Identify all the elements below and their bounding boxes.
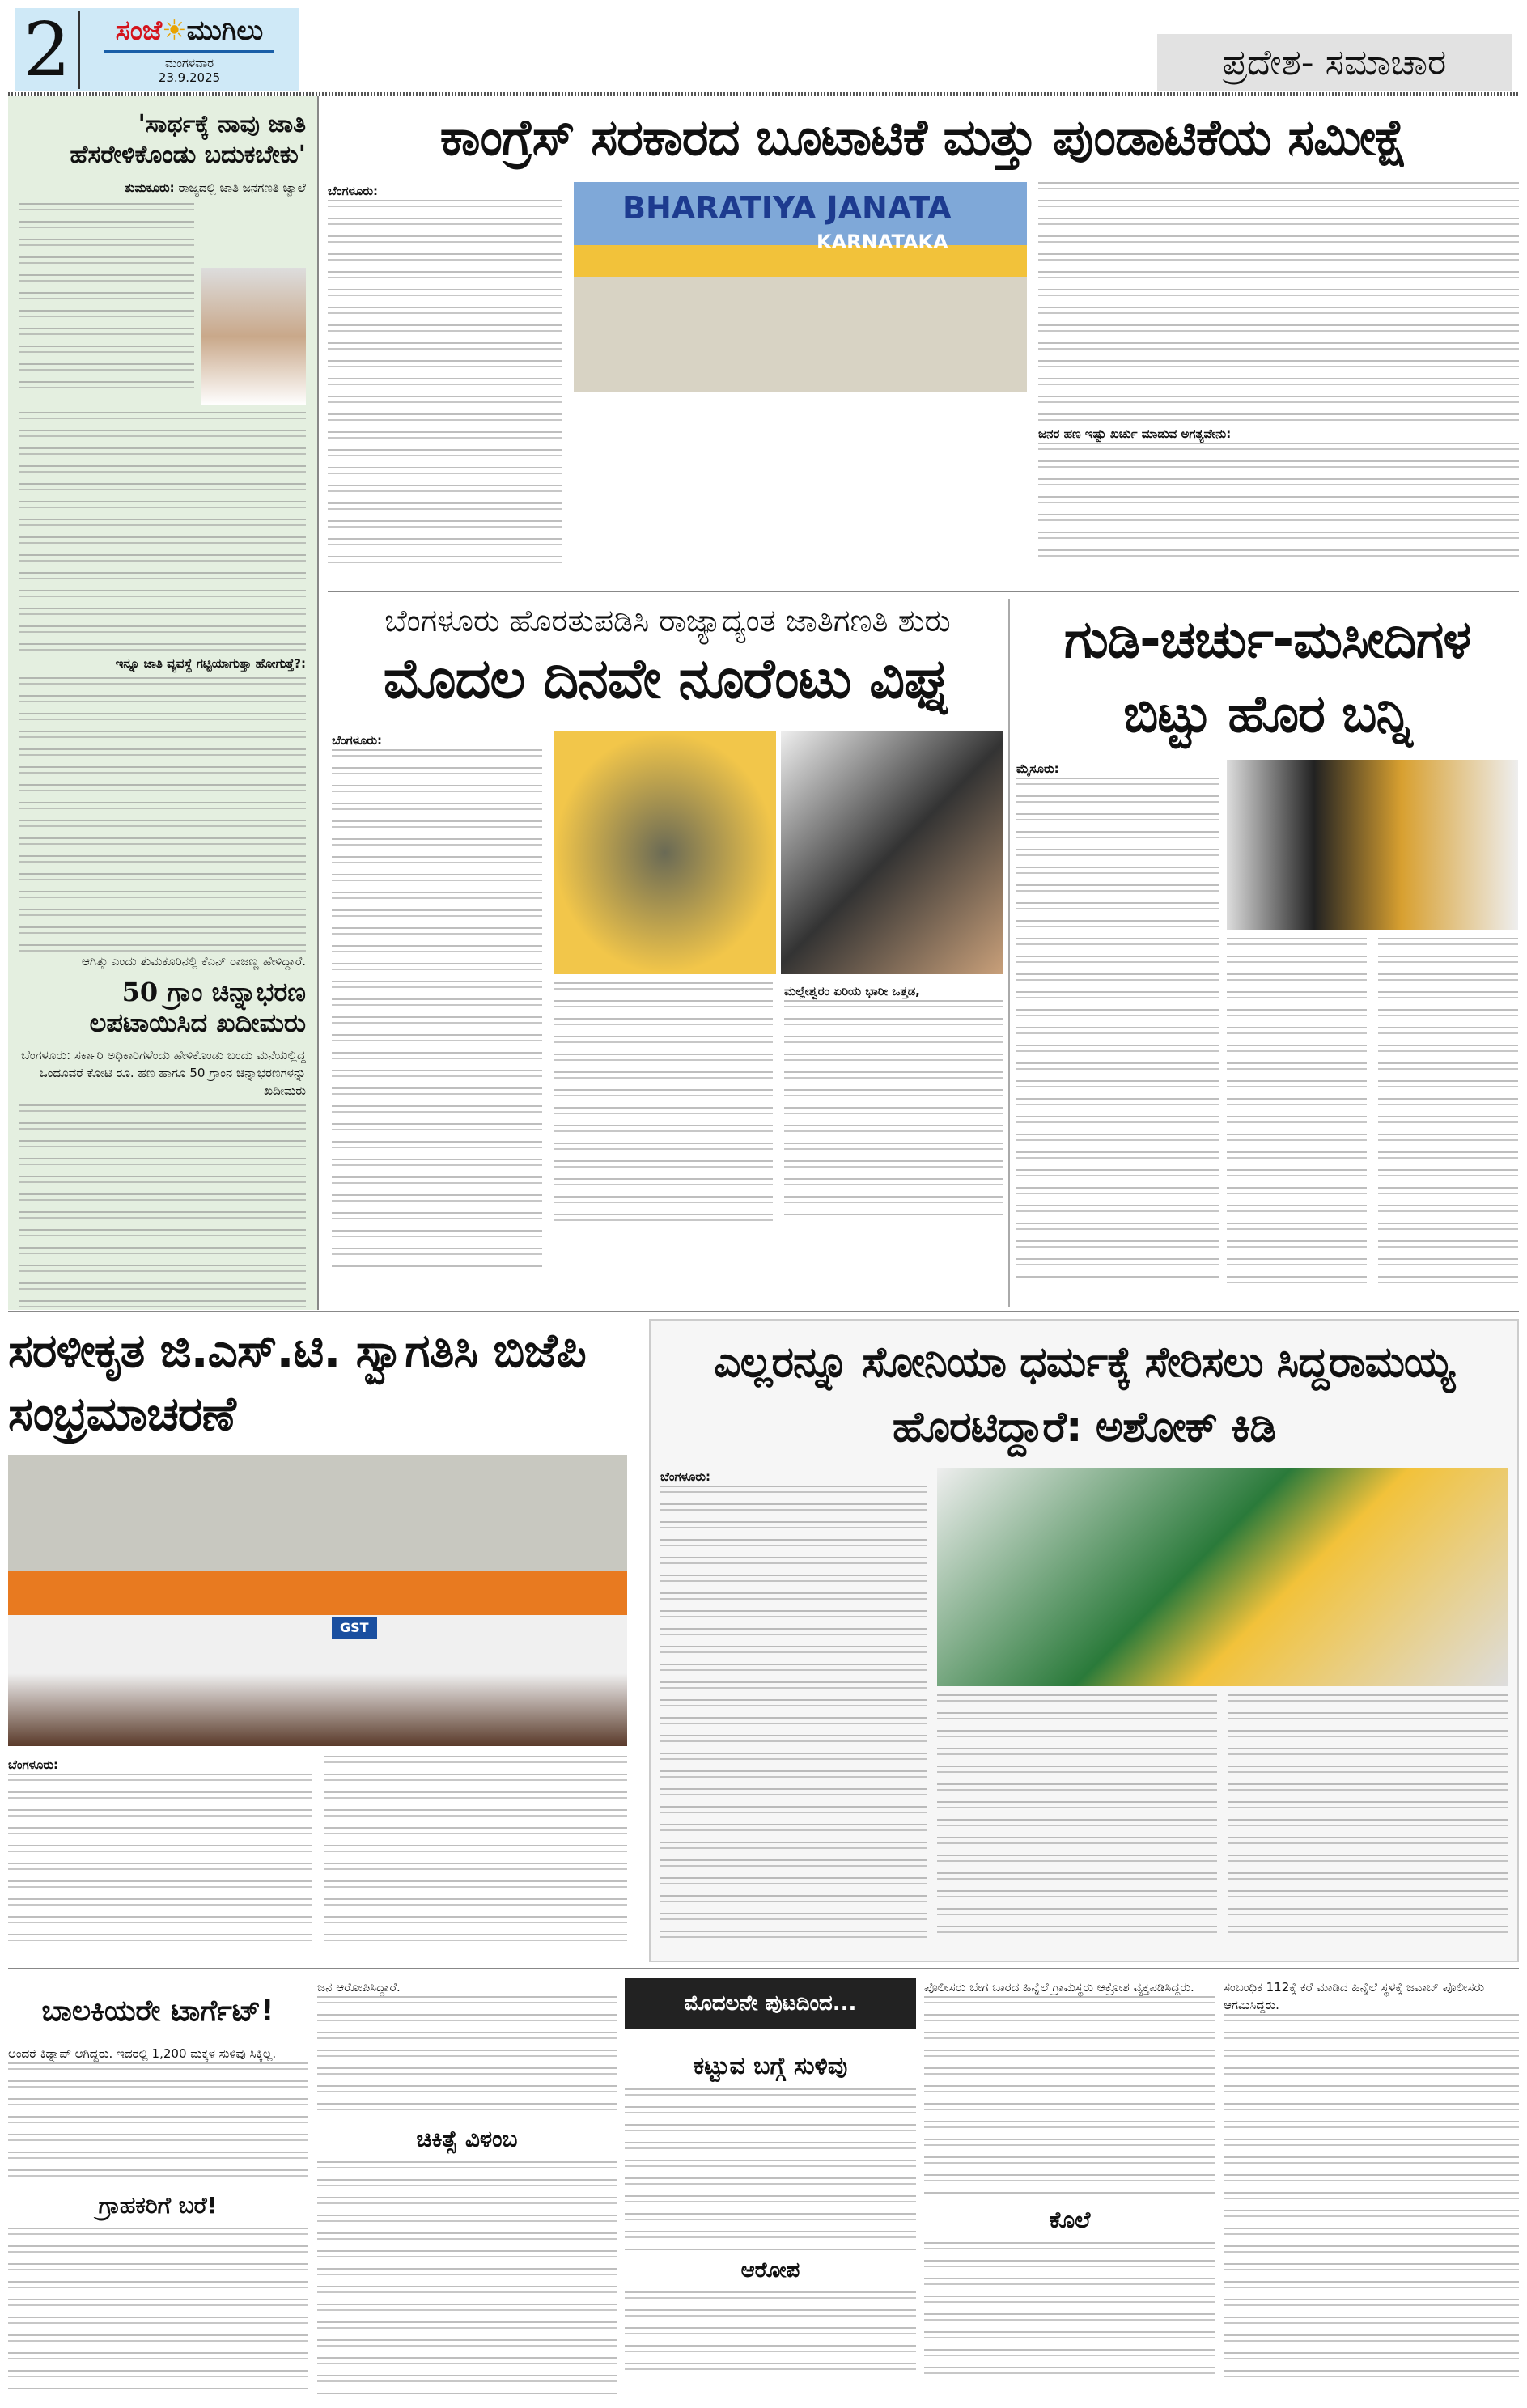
speaker-photo (937, 1468, 1508, 1686)
subhead: ಆರೋಪ (740, 2258, 800, 2283)
article-lead: ಅಂದರೆ ಕಿಡ್ನಾಪ್ ಆಗಿದ್ದರು. ಇದರಲ್ಲಿ 1,200 ಮಕ್ಕಳ ಸುಳಿವು ಸಿಕ್ಕಿಲ್ಲ. (8, 2046, 277, 2061)
section-title: ಪ್ರದೇಶ- ಸಮಾಚಾರ (1157, 34, 1512, 91)
press-conference-photo (574, 182, 1027, 392)
dateline: ಬೆಂಗಳೂರು: (8, 1757, 59, 1772)
karnataka-map-photo (554, 731, 776, 974)
newspaper-logo (80, 15, 299, 85)
article-lead: ಜನ ಆರೋಪಿಸಿದ್ದಾರೆ. (317, 1980, 401, 1995)
temple-story (1016, 603, 1518, 1307)
issue-date: 23.9.2025 (158, 70, 221, 85)
brand-part2: ಮುಗಿಲು (186, 15, 264, 47)
headline: ಗುಡಿ-ಚರ್ಚು-ಮಸೀದಿಗಳ ಬಿಟ್ಟು ಹೊರ ಬನ್ನಿ (1063, 610, 1471, 744)
weekday: ಮಂಗಳವಾರ (164, 56, 214, 70)
headline: ಸರಳೀಕೃತ ಜಿ.ಎಸ್.ಟಿ. ಸ್ವಾಗತಿಸಿ ಬಿಜೆಪಿ ಸಂಭ್ರಮಾಚರಣೆ (8, 1323, 586, 1441)
bottom-column-2 (317, 1978, 617, 2399)
subhead: ಕಟ್ಟುವ ಬಗ್ಗೆ ಸುಳಿವು (693, 2052, 848, 2080)
sidebar-subhead: ಇನ್ನೂ ಜಾತಿ ವ್ಯವಸ್ಥೆ ಗಟ್ಟಿಯಾಗುತ್ತಾ ಹೋಗುತ್ತೆ?: (115, 656, 306, 671)
girls-target-story (8, 1978, 308, 2399)
sidebar (8, 96, 319, 1310)
sidebar-story1-end: ಆಗಿತ್ತು ಎಂದು ತುಮಕೂರಿನಲ್ಲಿ ಕೆಎನ್ ರಾಜಣ್ಣ ಹೇಳಿದ್ದಾರೆ. (82, 954, 306, 969)
portrait-photo (201, 268, 306, 405)
sun-icon: ☀ (162, 15, 187, 47)
celebration-photo (8, 1455, 627, 1746)
photo-banner-sub: KARNATAKA (817, 231, 948, 253)
event-photo (1227, 760, 1518, 930)
article-lead: ಪೊಲೀಸರು ಬೇಗ ಬಾರದ ಹಿನ್ನೆಲೆ ಗ್ರಾಮಸ್ಥರು ಆಕ್ರೋಶ ವ್ಯಕ್ತಪಡಿಸಿದ್ದರು. (924, 1980, 1194, 1995)
subhead: ಕೊಲೆ (1049, 2207, 1091, 2233)
caste-census-story (332, 603, 1003, 1307)
top-story (328, 101, 1519, 587)
sidebar-headline-1: 'ಸಾರ್ಥಕ್ಕೆ ನಾವು ಜಾತಿ ಹೆಸರೇಳಿಕೊಂಡು ಬದುಕಬೇಕು' (70, 110, 306, 169)
gst-placard: GST (332, 1617, 377, 1639)
headline: ಬಾಲಕಿಯರೇ ಟಾರ್ಗೆಟ್! (41, 1995, 274, 2028)
photo-banner: BHARATIYA JANATA (622, 190, 952, 226)
dateline: ಮೈಸೂರು: (1016, 761, 1059, 776)
subhead: ಚಿಕಿತ್ಸೆ ವಿಳಂಬ (416, 2126, 518, 2152)
subhead: ಮಲ್ಲೇಶ್ವರಂ ಏರಿಯ ಭಾರೀ ಒತ್ತಡ, (784, 984, 920, 998)
headline: ಕಾಂಗ್ರೆಸ್ ಸರಕಾರದ ಬೂಟಾಟಿಕೆ ಮತ್ತು ಪುಂಡಾಟಿಕೆಯ ಸಮೀಕ್ಷೆ (439, 108, 1407, 167)
mobile-app-photo (781, 731, 1003, 974)
gst-story (8, 1319, 627, 1958)
front-page-continuation (625, 1978, 916, 2399)
article-lead: ಬೆಂಗಳೂರು: ಸರ್ಕಾರಿ ಅಧಿಕಾರಿಗಳೆಂದು ಹೇಳಿಕೊಂಡು ಬಂದು ಮನೆಯಲ್ಲಿದ್ದ ಒಂದೂವರೆ ಕೋಟಿ ರೂ. ಹಣ ಹಾಗೂ 50 ಗ್ರಾಂನ ಚಿನ್ನಾಭರಣಗಳನ್ನು ಖದೀಮರು (21, 1048, 306, 1098)
article-lead: ರಾಜ್ಯದಲ್ಲಿ ಜಾತಿ ಜನಗಣತಿ ಜ್ವಾಲೆ (178, 180, 306, 195)
subhead: ಗ್ರಾಹಕರಿಗೆ ಬರೆ! (98, 2192, 218, 2219)
sidebar-headline-2: 50 ಗ್ರಾಂ ಚಿನ್ನಾಭರಣ ಲಪಟಾಯಿಸಿದ ಖದೀಮರು (89, 977, 306, 1038)
dateline: ಬೆಂಗಳೂರು: (332, 733, 383, 748)
dateline: ತುಮಕೂರು: (124, 180, 175, 195)
page-number: 2 (15, 11, 80, 89)
bottom-column-5 (1224, 1978, 1519, 2399)
headline: ಮೊದಲ ದಿನವೇ ನೂರೆಂಟು ವಿಘ್ನ (383, 647, 952, 711)
kicker: ಬೆಂಗಳೂರು ಹೊರತುಪಡಿಸಿ ರಾಜ್ಯಾದ್ಯಂತ ಜಾತಿಗಣತಿ ಶುರು (384, 603, 951, 638)
masthead (15, 8, 299, 91)
dateline: ಬೆಂಗಳೂರು: (660, 1469, 711, 1484)
brand-part1: ಸಂಜೆ (115, 15, 163, 47)
ashok-story (649, 1319, 1519, 1962)
dateline: ಬೆಂಗಳೂರು: (328, 184, 379, 198)
subhead: ಜನರ ಹಣ ಇಷ್ಟು ಖರ್ಚು ಮಾಡುವ ಅಗತ್ಯವೇನು: (1038, 426, 1232, 441)
bottom-column-4 (924, 1978, 1215, 2399)
article-lead: ಸಂಬಂಧಿಕ 112ಕ್ಕೆ ಕರೆ ಮಾಡಿದ ಹಿನ್ನೆಲೆ ಸ್ಥಳಕ್ಕೆ ಜವಾಬ್ ಪೊಲೀಸರು ಆಗಮಿಸಿದ್ದರು. (1224, 1980, 1485, 2012)
continued-label: ಮೊದಲನೇ ಪುಟದಿಂದ... (625, 1978, 916, 2029)
headline: ಎಲ್ಲರನ್ನೂ ಸೋನಿಯಾ ಧರ್ಮಕ್ಕೆ ಸೇರಿಸಲು ಸಿದ್ದರಾಮಯ್ಯ ಹೊರಟಿದ್ದಾರೆ: ಅಶೋಕ್ ಕಿಡಿ (714, 1338, 1454, 1452)
